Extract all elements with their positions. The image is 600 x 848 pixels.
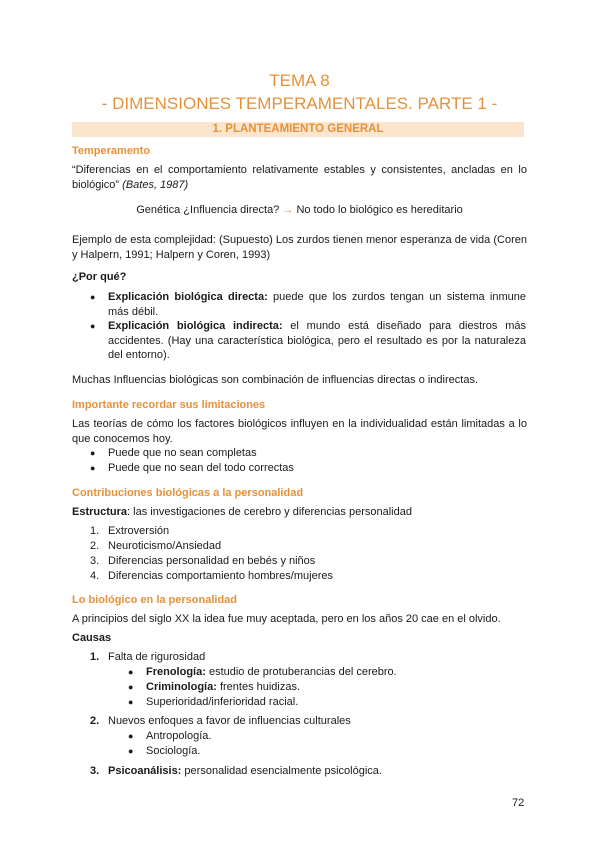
limitaciones-heading: Importante recordar sus limitaciones: [72, 399, 266, 411]
list-number: 3.: [90, 555, 100, 567]
section-heading: 1. PLANTEAMIENTO GENERAL: [72, 122, 524, 137]
estructura-text: Estructura: las investigaciones de cerebro y diferencias personalidad: [72, 506, 412, 518]
bullet-icon: ●: [128, 697, 134, 707]
list-item: Diferencias comportamiento hombres/mujeres: [108, 570, 333, 582]
contribuciones-heading: Contribuciones biológicas a la personalidad: [72, 487, 304, 499]
bullet-icon: ●: [90, 292, 96, 302]
bullet-icon: ●: [128, 682, 134, 692]
list-number: 2.: [90, 715, 100, 727]
bullet-icon: ●: [90, 321, 96, 331]
list-item: Explicación biológica directa: puede que los zurdos tengan un sistema inmune más débil.: [108, 291, 526, 318]
page-number: 72: [512, 797, 525, 809]
list-number: 4.: [90, 570, 100, 582]
bullet-icon: ●: [128, 731, 134, 741]
list-number: 1.: [90, 525, 100, 537]
genetica-line: Genética ¿Influencia directa? → No todo lo biológico es hereditario: [136, 204, 463, 216]
porque-conclusion: Muchas Influencias biológicas son combinación de influencias directas o indirectas.: [72, 374, 479, 386]
biologico-heading: Lo biológico en la personalidad: [72, 594, 238, 606]
temperamento-heading: Temperamento: [72, 145, 151, 157]
list-number: 1.: [90, 651, 100, 663]
list-item: Extroversión: [108, 525, 170, 537]
title-line1: TEMA 8: [269, 71, 330, 90]
list-item: Puede que no sean completas: [108, 447, 257, 459]
porque-heading: ¿Por qué?: [72, 271, 127, 283]
biologico-text: A principios del siglo XX la idea fue muy aceptada, pero en los años 20 cae en el olvido.: [72, 613, 501, 625]
list-item: Nuevos enfoques a favor de influencias culturales: [108, 715, 351, 727]
bullet-icon: ●: [128, 667, 134, 677]
bullet-icon: ●: [128, 746, 134, 756]
list-item: Falta de rigurosidad: [108, 651, 206, 663]
limitaciones-text: Las teorías de cómo los factores biológicos influyen en la individualidad están limitadas a lo que conocemos hoy.: [72, 418, 527, 445]
list-item: Psicoanálisis: personalidad esencialmente psicológica.: [108, 765, 382, 777]
causas-heading: Causas: [72, 632, 112, 644]
bullet-icon: ●: [90, 463, 96, 473]
list-item: Antropología.: [146, 730, 212, 742]
arrow-icon: →: [282, 204, 294, 216]
list-item: Puede que no sean del todo correctas: [108, 462, 294, 474]
bullet-icon: ●: [90, 448, 96, 458]
list-item: Diferencias personalidad en bebés y niños: [108, 555, 316, 567]
list-item: Explicación biológica indirecta: el mundo está diseñado para diestros más accidentes. (Hay una característica biológica, pero el resultado es por la naturaleza del entorno).: [108, 320, 526, 361]
list-item: Criminología: frentes huidizas.: [146, 681, 301, 693]
temperamento-quote: “Diferencias en el comportamiento relativamente estables y consistentes, ancladas en lo biológico” (Bates, 1987): [72, 164, 527, 191]
list-item: Superioridad/inferioridad racial.: [146, 696, 299, 708]
ejemplo-text: Ejemplo de esta complejidad: (Supuesto) Los zurdos tienen menor esperanza de vida (Coren y Halpern, 1991; Halpern y Coren, 1993): [72, 234, 527, 261]
list-item: Neuroticismo/Ansiedad: [108, 540, 222, 552]
list-item: Frenología: estudio de protuberancias del cerebro.: [146, 666, 397, 678]
list-number: 2.: [90, 540, 100, 552]
title-line2: - DIMENSIONES TEMPERAMENTALES. PARTE 1 -: [101, 94, 498, 113]
list-item: Sociología.: [146, 745, 201, 757]
list-number: 3.: [90, 765, 100, 777]
